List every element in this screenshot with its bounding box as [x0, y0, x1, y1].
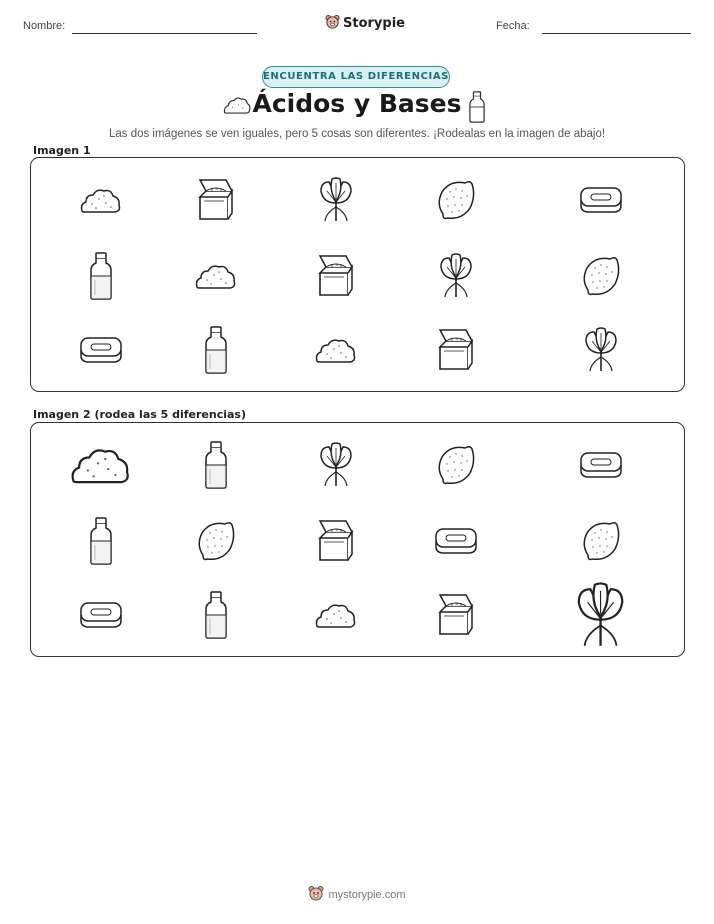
footer [0, 885, 714, 904]
image1-label: Imagen 1 [33, 144, 91, 157]
activity-badge: ENCUENTRA LAS DIFERENCIAS [262, 66, 450, 88]
lemon-icon[interactable] [195, 519, 237, 568]
spinach-icon [317, 177, 355, 228]
footer-site: mystorypie.com [328, 888, 406, 901]
baking-soda-icon [79, 185, 123, 220]
milk-bottle-icon [89, 251, 113, 306]
milk-bottle-icon[interactable] [89, 516, 113, 571]
spinach-icon [582, 327, 620, 378]
lemon-icon [435, 178, 477, 227]
date-line[interactable] [542, 33, 691, 34]
lemon-icon [580, 254, 622, 303]
image2-panel[interactable] [30, 422, 685, 657]
baking-soda-icon[interactable] [69, 443, 133, 492]
lemon-icon[interactable] [435, 443, 477, 492]
brand-name: Storypie [343, 16, 405, 31]
salt-box-icon[interactable] [316, 518, 356, 569]
baking-soda-icon[interactable] [314, 600, 358, 635]
salt-box-icon [196, 177, 236, 228]
soap-bar-icon[interactable] [77, 599, 125, 636]
lemon-icon[interactable] [580, 519, 622, 568]
brand-logo [325, 14, 405, 33]
soap-bar-icon [77, 334, 125, 371]
instructions: Las dos imágenes se ven iguales, pero 5 cosas son diferentes. ¡Rodealas en la imagen de abajo! [108, 128, 606, 140]
milk-bottle-icon [204, 325, 228, 380]
image2-label: Imagen 2 (rodea las 5 diferencias) [33, 408, 247, 421]
milk-bottle-icon [468, 91, 486, 128]
spinach-icon[interactable] [573, 582, 628, 654]
salt-box-icon [316, 253, 356, 304]
soap-bar-icon[interactable] [577, 449, 625, 486]
milk-bottle-icon[interactable] [204, 590, 228, 645]
page-title: Ácidos y Bases [252, 89, 462, 118]
baking-soda-icon [314, 335, 358, 370]
spinach-icon [437, 253, 475, 304]
salt-box-icon[interactable] [436, 592, 476, 643]
name-label: Nombre: [23, 20, 66, 32]
baking-soda-icon [194, 261, 238, 296]
date-label: Fecha: [496, 20, 530, 32]
bear-mascot-icon [325, 14, 340, 33]
soap-bar-icon [577, 184, 625, 221]
soap-bar-icon[interactable] [432, 525, 480, 562]
bear-mascot-icon [308, 885, 324, 904]
image1-panel [30, 157, 685, 392]
name-line[interactable] [72, 33, 257, 34]
salt-box-icon [436, 327, 476, 378]
milk-bottle-icon[interactable] [204, 440, 228, 495]
spinach-icon[interactable] [317, 442, 355, 493]
